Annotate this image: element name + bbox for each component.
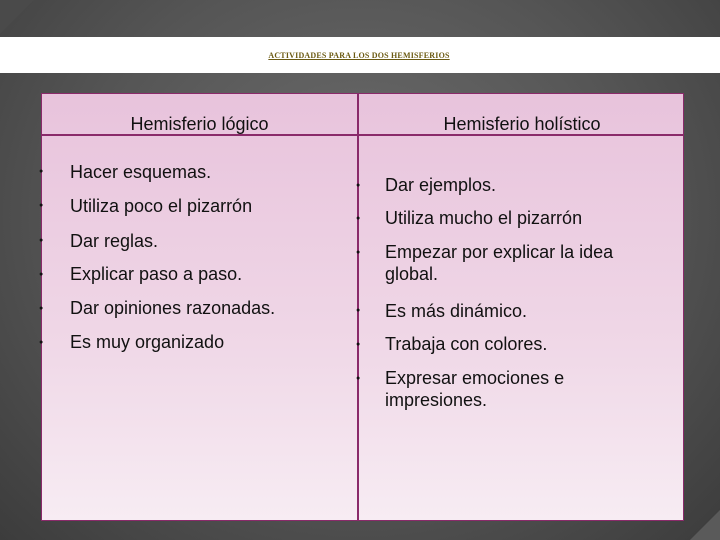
slide-title: ACTIVIDADES PARA LOS DOS HEMISFERIOS: [268, 51, 450, 60]
bullet-icon: ●: [356, 341, 361, 348]
left-column-heading: Hemisferio lógico: [130, 114, 269, 134]
right-item-2: Utiliza mucho el pizarrón: [385, 208, 583, 228]
right-item-3: Empezar por explicar la idea global.: [385, 242, 614, 284]
title-band: [0, 37, 720, 73]
right-item-1: Dar ejemplos.: [385, 175, 497, 195]
bullet-icon: ●: [39, 237, 44, 244]
right-item-6: Expresar emociones e impresiones.: [385, 368, 565, 410]
bullet-icon: ●: [356, 375, 361, 382]
bullet-icon: ●: [39, 168, 44, 175]
bullet-icon: ●: [356, 182, 361, 189]
left-item-1: Hacer esquemas.: [70, 162, 212, 182]
right-column-heading: Hemisferio holístico: [443, 114, 601, 134]
decorative-corner-top-left: [0, 0, 34, 34]
decorative-corner-bottom-right: [690, 510, 720, 540]
left-item-5: Dar opiniones razonadas.: [70, 298, 276, 318]
hemispheres-table: [41, 93, 684, 521]
bullet-icon: ●: [356, 215, 361, 222]
right-item-4: Es más dinámico.: [385, 301, 528, 321]
left-item-2: Utiliza poco el pizarrón: [70, 196, 253, 216]
left-item-6: Es muy organizado: [70, 332, 225, 352]
right-item-5: Trabaja con colores.: [385, 334, 548, 354]
bullet-icon: ●: [39, 339, 44, 346]
bullet-icon: ●: [39, 271, 44, 278]
left-item-3: Dar reglas.: [70, 231, 159, 251]
bullet-icon: ●: [39, 202, 44, 209]
left-item-4: Explicar paso a paso.: [70, 264, 243, 284]
bullet-icon: ●: [356, 249, 361, 256]
bullet-icon: ●: [356, 307, 361, 314]
bullet-icon: ●: [39, 305, 44, 312]
